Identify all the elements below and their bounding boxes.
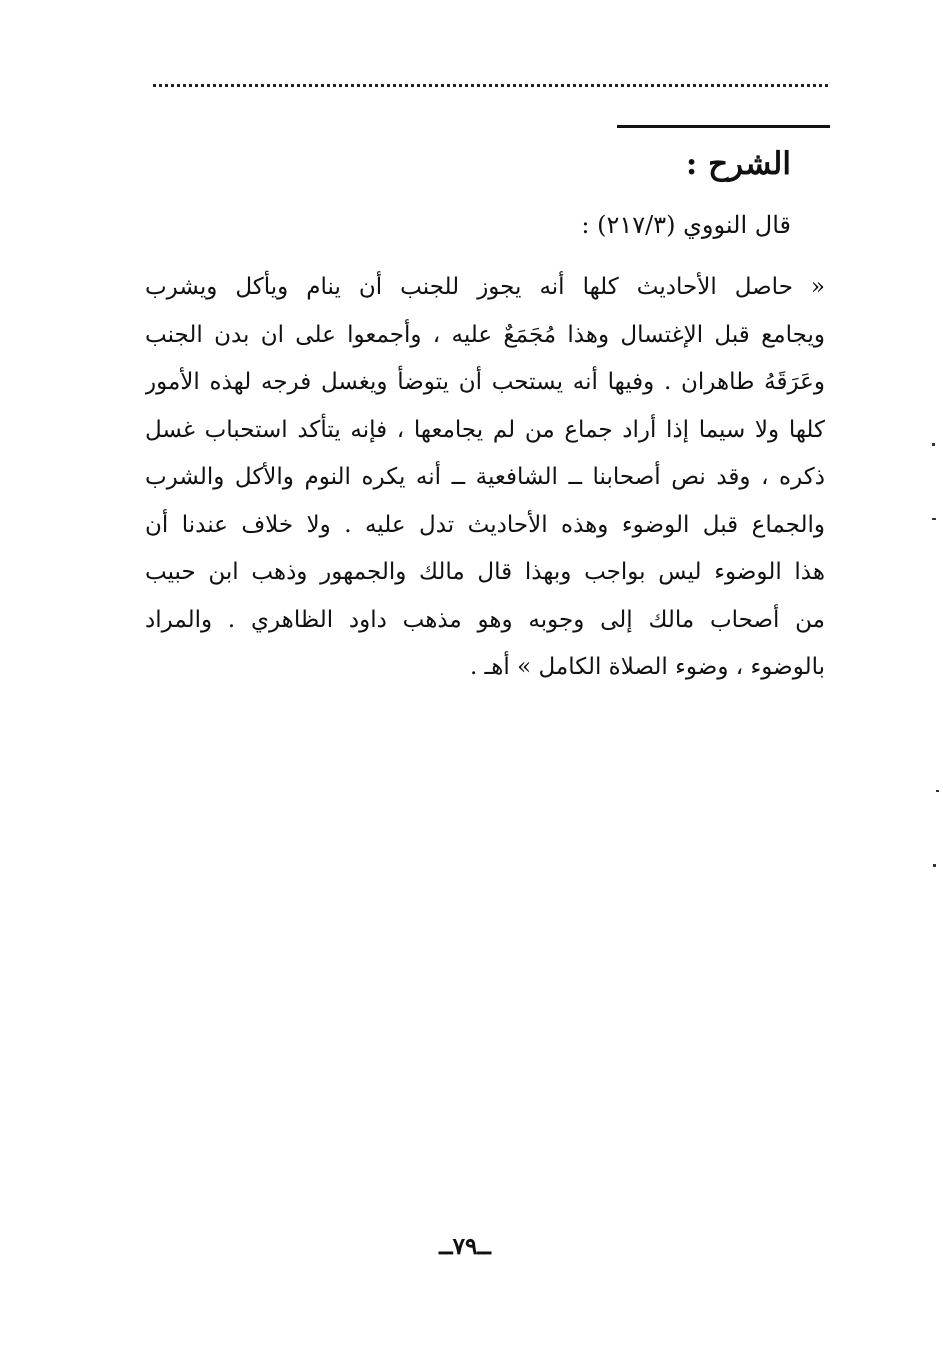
paragraph-line: كلها ولا سيما إذا أراد جماع من لم يجامعها ، فإنه يتأكد استحباب غسل [145,416,825,443]
scan-mark [932,443,935,446]
paragraph-line: ويجامع قبل الإغتسال وهذا مُجَمَعٌ عليه ، وأجمعوا على ان بدن الجنب [145,321,825,348]
source-citation: قال النووي (٢١٧/٣) : [581,211,791,239]
page-number: ــ٧٩ــ [439,1233,491,1260]
paragraph-line: « حاصل الأحاديث كلها أنه يجوز للجنب أن ينام ويأكل ويشرب [145,274,825,300]
dotted-divider [153,84,828,87]
heading-rule [617,125,830,128]
quoted-paragraph [145,264,825,692]
paragraph-line: وعَرَقَهُ طاهران . وفيها أنه يستحب أن يتوضأ ويغسل فرجه لهذه الأمور [145,369,825,395]
paragraph-line: من أصحاب مالك إلى وجوبه وهو مذهب داود الظاهري . والمراد [145,606,825,633]
scan-mark [933,864,936,867]
paragraph-line: والجماع قبل الوضوء وهذه الأحاديث تدل عليه . ولا خلاف عندنا أن [145,511,825,538]
scan-mark [932,518,936,520]
paragraph-line: هذا الوضوء ليس بواجب وبهذا قال مالك والجمهور وذهب ابن حبيب [145,559,825,585]
section-heading: الشرح : [685,146,791,182]
paragraph-line: ذكره ، وقد نص أصحابنا ــ الشافعية ــ أنه يكره النوم والأكل والشرب [145,464,825,490]
paragraph-line: بالوضوء ، وضوء الصلاة الكامل » أهـ . [469,654,825,680]
scan-mark [936,790,939,792]
